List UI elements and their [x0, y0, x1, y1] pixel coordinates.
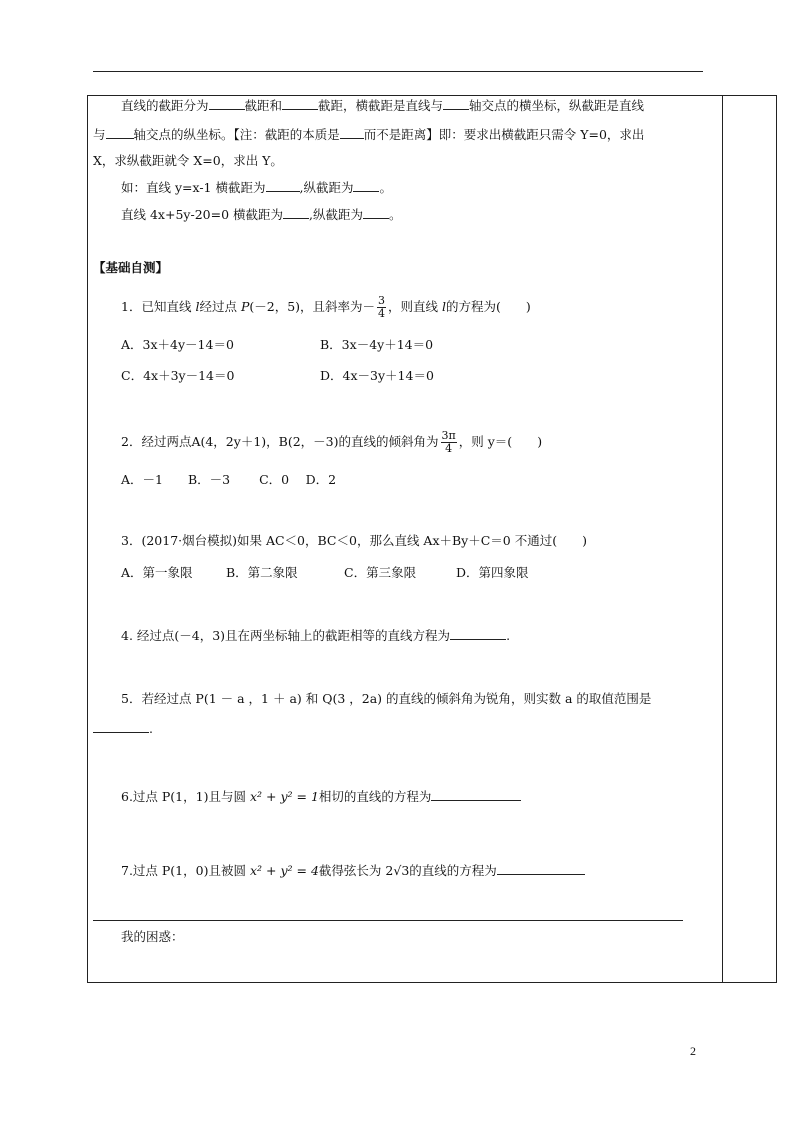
- answer-blank[interactable]: [450, 627, 506, 640]
- question-3-stem: 3．(2017·烟台模拟)如果 AC＜0，BC＜0，那么直线 Ax＋By＋C＝0 不通过( ): [121, 533, 587, 548]
- intro-example-2: 直线 4x+5y-20=0 横截距为 ,纵截距为 。: [121, 207, 402, 222]
- question-1-option-c: C．4x＋3y－14＝0: [121, 368, 235, 383]
- blank[interactable]: [106, 126, 134, 139]
- question-3-option-b: B．第二象限: [226, 565, 298, 580]
- blank[interactable]: [363, 206, 389, 219]
- question-1-option-b: B．3x－4y＋14＝0: [320, 337, 434, 352]
- question-5-stem: 5．若经过点 P(1 － a ，1 ＋ a) 和 Q(3 ，2a) 的直线的倾斜角为锐角，则实数 a 的取值范围是: [121, 691, 652, 706]
- question-7: 7.过点 P(1，0)且被圆 x² + y² = 4截得弦长为 2√3的直线的方程为: [121, 862, 585, 879]
- question-6: 6.过点 P(1，1)且与圆 x² + y² = 1相切的直线的方程为: [121, 788, 521, 805]
- blank[interactable]: [283, 206, 309, 219]
- header-rule: [93, 71, 703, 72]
- question-1-option-d: D．4x－3y＋14＝0: [320, 368, 434, 383]
- intro-line-3: X，求纵截距就令 X=0，求出 Y。: [93, 153, 283, 168]
- side-column-divider: [722, 95, 723, 983]
- fraction: $\frac{3\pi}{4}$: [441, 429, 456, 455]
- confusion-label: 我的困惑：: [121, 929, 184, 944]
- intro-example-1: 如：直线 y=x-1 横截距为 ,纵截距为 。: [121, 180, 392, 195]
- blank[interactable]: [282, 97, 318, 110]
- fraction: $\frac{3}{4}$: [378, 294, 386, 320]
- answer-blank[interactable]: [497, 862, 585, 875]
- confusion-rule: [93, 920, 683, 921]
- question-3-option-c: C．第三象限: [344, 565, 417, 580]
- question-5-answer: .: [93, 720, 153, 737]
- question-2-stem: 2．经过两点A(4，2y＋1)，B(2，－3)的直线的倾斜角为 $\frac{3\pi}{4}$ ，则 y＝( ): [121, 429, 543, 455]
- question-3-option-d: D．第四象限: [456, 565, 529, 580]
- blank[interactable]: [266, 179, 300, 192]
- blank[interactable]: [353, 179, 379, 192]
- question-1-stem: 1．已知直线 l经过点 P(－2，5)，且斜率为－ $\frac{3}{4}$ ，则直线 l的方程为( ): [121, 294, 531, 320]
- answer-blank[interactable]: [431, 788, 521, 801]
- intro-line-2: 与 轴交点的纵坐标。【注：截距的本质是 而不是距离】即：要求出横截距只需令 Y=0，求出: [93, 127, 645, 142]
- question-4: 4. 经过点(－4，3)且在两坐标轴上的截距相等的直线方程为 .: [121, 628, 511, 643]
- question-3-option-a: A．第一象限: [121, 565, 193, 580]
- blank[interactable]: [209, 97, 245, 110]
- page-number: 2: [690, 1044, 696, 1058]
- blank[interactable]: [340, 126, 364, 139]
- answer-blank[interactable]: [93, 720, 149, 733]
- question-1-option-a: A．3x＋4y－14＝0: [121, 337, 234, 352]
- blank[interactable]: [443, 97, 469, 110]
- intro-line-1: 直线的截距分为 截距和 截距，横截距是直线与 轴交点的横坐标，纵截距是直线: [121, 98, 645, 113]
- section-title: 【基础自测】: [93, 260, 169, 275]
- question-2-options: A．－1 B．－3 C．0 D．2: [121, 472, 337, 487]
